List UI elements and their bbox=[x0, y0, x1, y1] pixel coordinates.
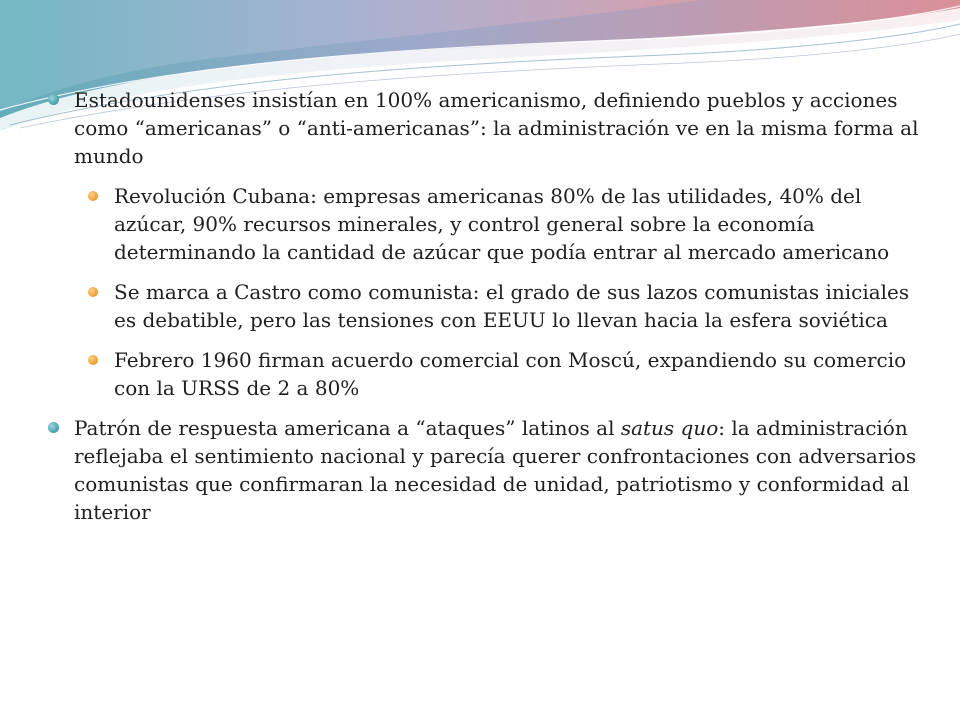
slide-content bbox=[48, 86, 928, 538]
sub-bullet-text: Febrero 1960 firman acuerdo comercial con Moscú, expandiendo su comercio con la URSS de 2 a 80% bbox=[114, 348, 907, 400]
bullet-dot-icon bbox=[48, 94, 59, 105]
bullet-text-italic: satus quo bbox=[620, 416, 719, 440]
sub-bullet-item bbox=[88, 346, 928, 402]
bullet-dot-icon bbox=[88, 191, 98, 201]
sub-bullet-item bbox=[88, 182, 928, 266]
bullet-text-after-italic: : la administración reflejaba el sentimiento nacional y parecía querer confrontaciones con adversarios comunistas que confirmaran la necesidad de unidad, patriotismo y conformidad al interior bbox=[74, 416, 917, 524]
bullet-dot-icon bbox=[88, 287, 98, 297]
bullet-text bbox=[74, 416, 916, 524]
bullet-text: Estadounidenses insistían en 100% americanismo, definiendo pueblos y acciones como “americanas” o “anti-americanas”: la administración ve en la misma forma al mundo bbox=[74, 88, 919, 168]
bullet-dot-icon bbox=[88, 355, 98, 365]
bullet-item bbox=[48, 414, 928, 526]
bullet-item bbox=[48, 86, 928, 170]
bullet-dot-icon bbox=[48, 422, 59, 433]
sub-bullet-text: Se marca a Castro como comunista: el grado de sus lazos comunistas iniciales es debatible, pero las tensiones con EEUU lo llevan hacia la esfera soviética bbox=[114, 280, 910, 332]
sub-bullet-text: Revolución Cubana: empresas americanas 80% de las utilidades, 40% del azúcar, 90% recursos minerales, y control general sobre la economía determinando la cantidad de azúcar que podía entrar al mercado americano bbox=[114, 184, 890, 264]
bullet-text-before-italic: Patrón de respuesta americana a “ataques” latinos al bbox=[74, 416, 621, 440]
sub-bullet-item bbox=[88, 278, 928, 334]
